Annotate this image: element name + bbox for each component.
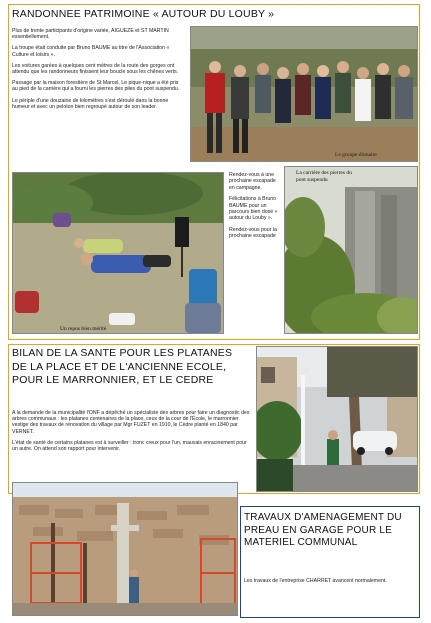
travaux-text: Les travaux de l'entreprise CHARRET avancent normalement. [244,578,387,584]
randonnee-paragraph-4: Passage par la maison forestière de St Marcel. Le pique-nique a été pris au pied de la carrière qui a fourni les pierres des piles du pont suspendu. [12,80,180,93]
randonnee-text [12,28,182,115]
caption-rest: Un repos bien mérité [60,326,107,332]
note-1: Rendez-vous à une prochaine escapade en campagne. [229,172,276,191]
rest-photo [12,172,224,334]
randonnee-paragraph-1: Plus de trente participants d'origine variée, AIGUEZE et ST MARTIN essentiellement. [12,28,169,41]
quarry-photo [284,166,418,334]
section-title-travaux: TRAVAUX D'AMENAGEMENT DU PREAU EN GARAGE POUR LE MATERIEL COMMUNAL [244,512,402,548]
randonnee-notes [229,172,281,245]
trees-photo [256,346,418,492]
randonnee-paragraph-2: La troupe était conduite par Bruno BAUME au titre de l'Association « Culture et loisirs ». [12,45,170,58]
section-title-bilan: BILAN DE LA SANTE POUR LES PLATANES DE LA PLACE ET DE L'ANCIENNE ECOLE, POUR LE MARRONNIER, ET LE CEDRE [12,347,233,386]
bilan-text [12,410,252,457]
note-3: Rendez-vous pour la prochaine escapade [229,226,277,240]
group-photo [190,26,418,162]
bilan-paragraph-2: L'état de santé de certains platanes est à surveiller : tronc creux pour l'un, mauvais enracinement pour un autre. On attend son rapport pour intervenir. [12,439,247,453]
caption-quarry: La carrière des pierres du pont suspendu [296,170,352,183]
randonnee-paragraph-3: Les voitures garées à quelques cent mètres de la route des gorges ont attendu que les randonneurs finissent leur boucle sous les chênes verts. [12,62,179,76]
preau-works-photo [12,482,238,616]
caption-group: Le groupe élimaire [335,152,377,158]
note-2: Félicitations à Bruno BAUME pour un parcours bien dosé « autour du Louby ». [229,196,278,222]
randonnee-paragraph-5: Le périple d'une douzaine de kilomètres s'est déroulé dans la bonne humeur et avec un peloton bien regroupé autour de son leader. [12,97,169,110]
section-title-randonnee: RANDONNEE PATRIMOINE « AUTOUR DU LOUBY » [12,8,275,20]
bilan-paragraph-1: A la demande de la municipalité l'ONF a dépêché un spécialiste des arbres pour faire un diagnostic des arbres communaux : les platanes centenaires de la place, ceux de la cour de l'École, le marronnier vestige des travaux de rénovation du village par Mgr FUZET en 1910, le Cèdre planté en 1840 par VERNET. [12,410,250,435]
